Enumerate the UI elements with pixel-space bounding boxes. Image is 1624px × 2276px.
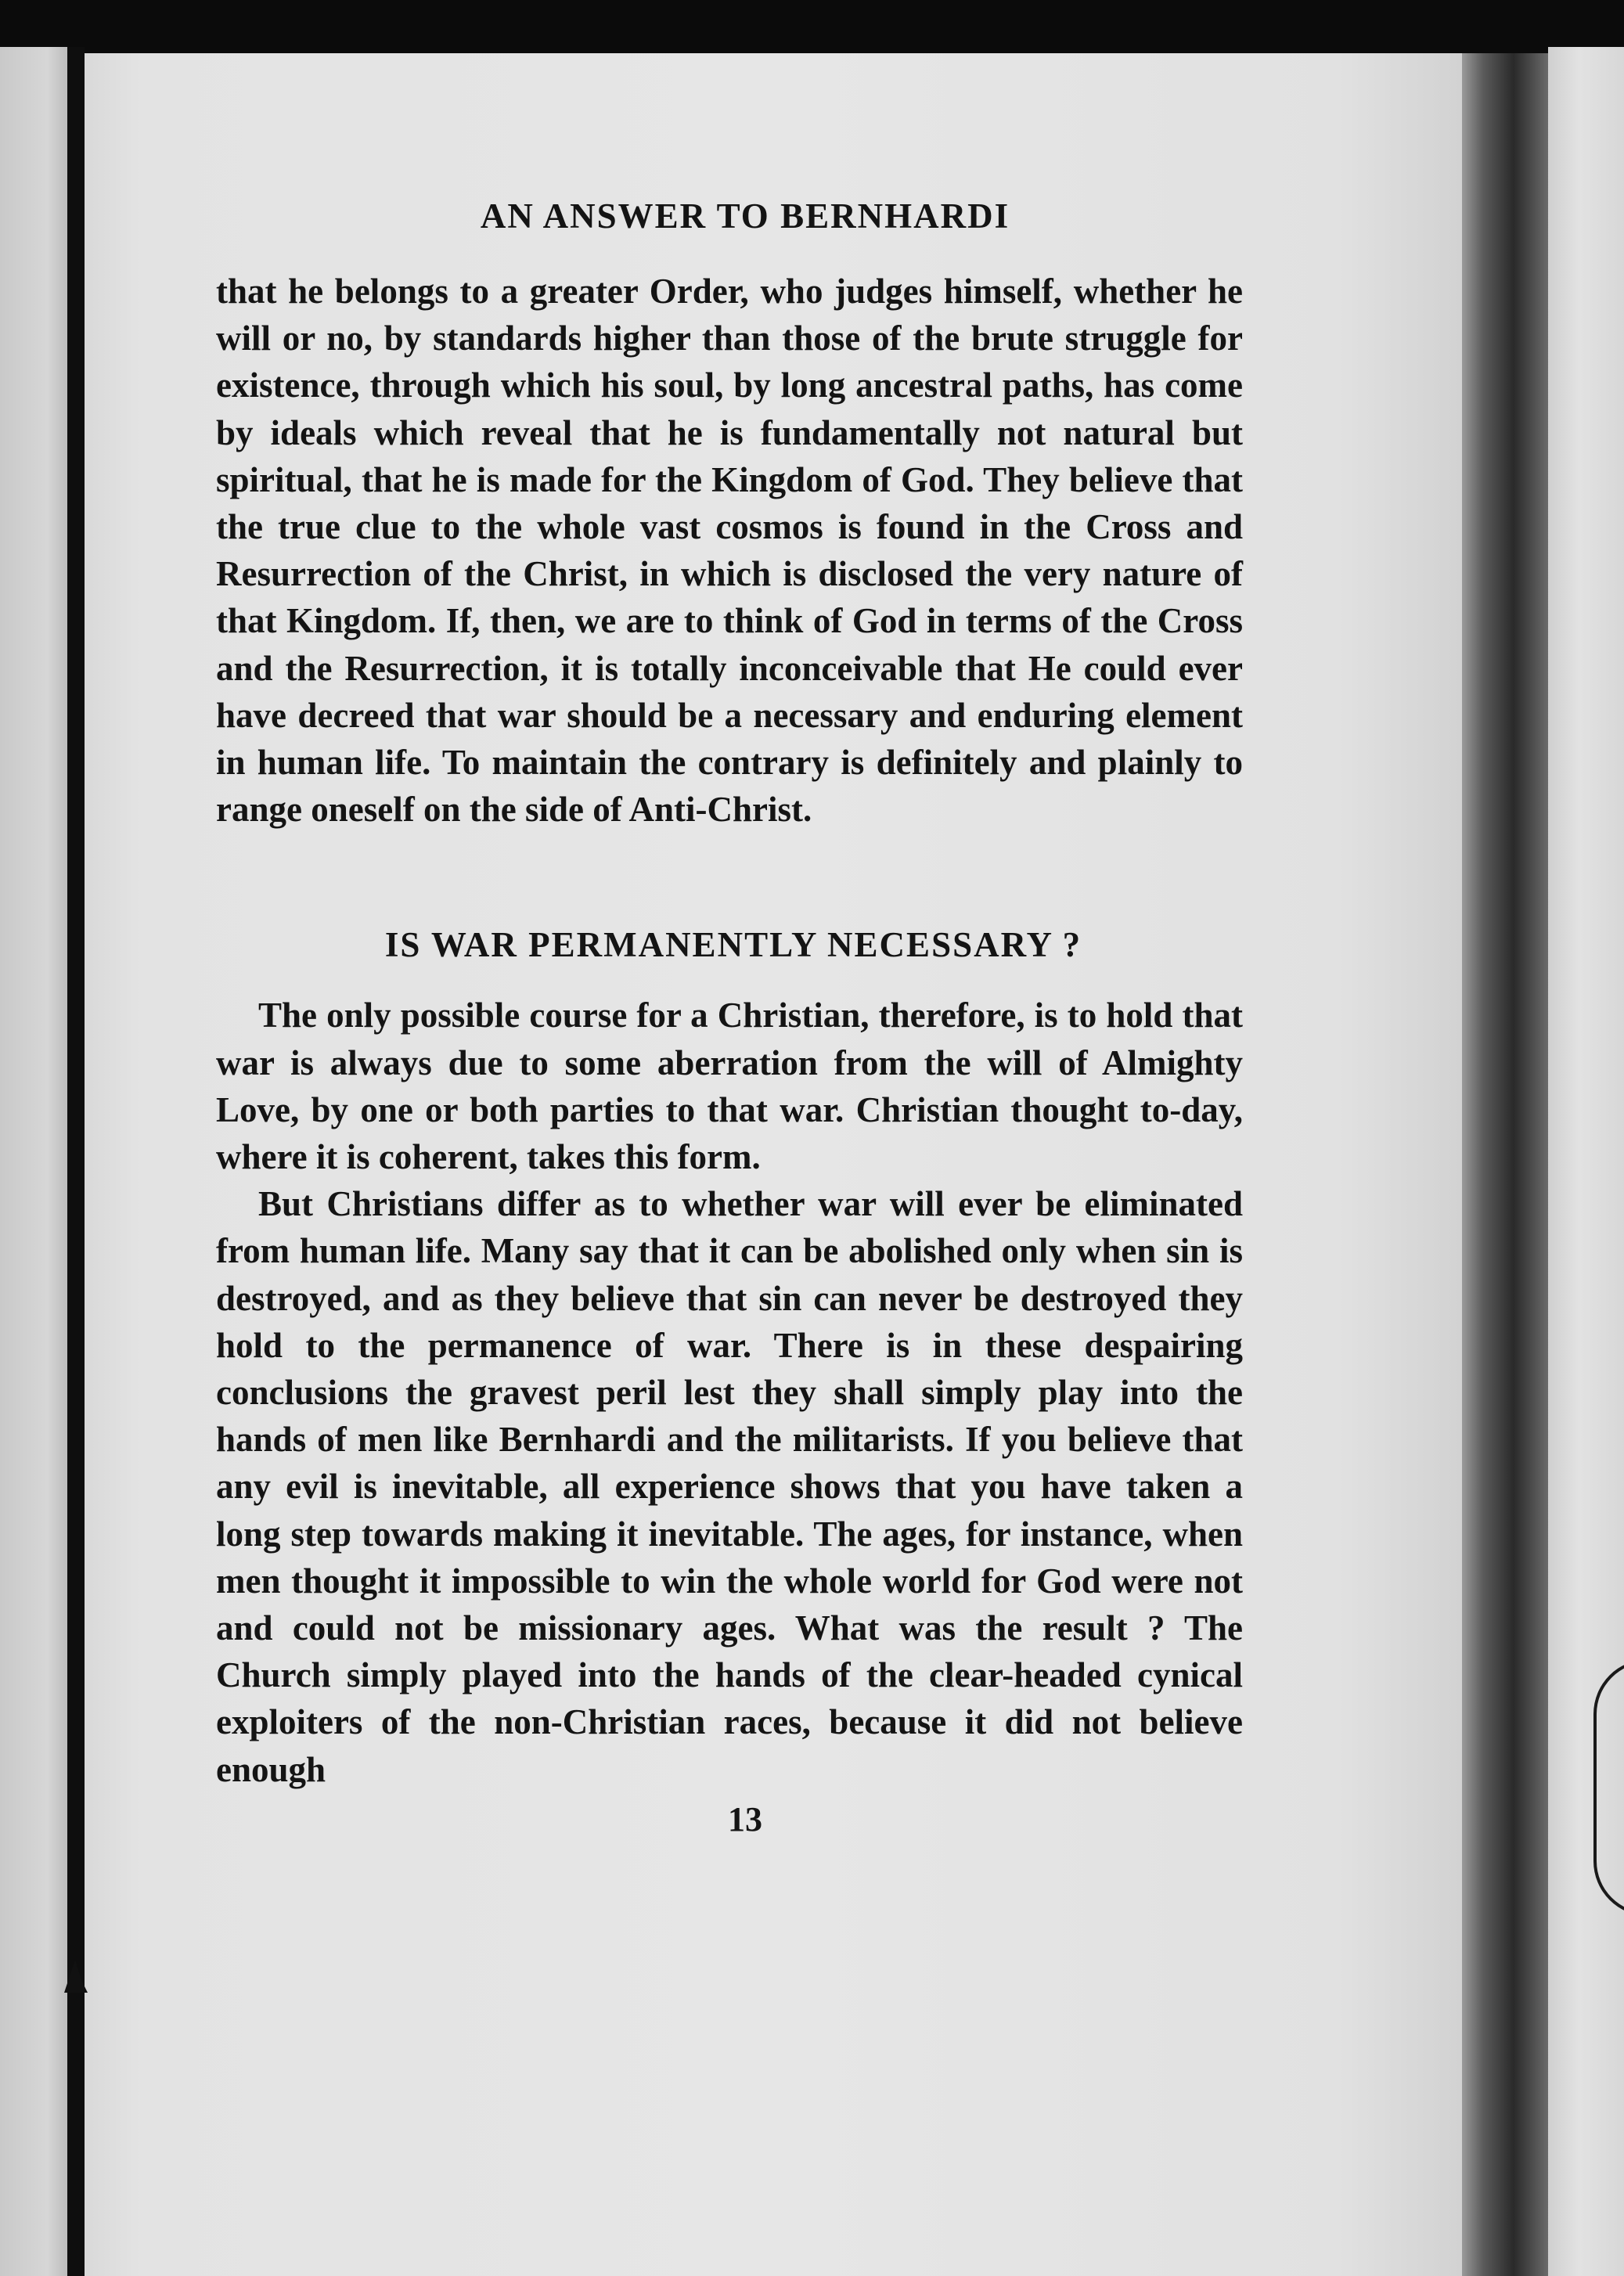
running-head: AN ANSWER TO BERNHARDI — [480, 196, 1010, 236]
page-edge-shadow — [67, 47, 85, 2276]
paragraph: The only possible course for a Christian, therefore, is to hold that war is always due to some aberration from the will of Almighty Love, by one or both parties to that war. Christian thought to-day, where it is coherent, takes this form. — [216, 996, 1243, 1177]
page-number: 13 — [728, 1799, 762, 1838]
right-page-edge — [1548, 47, 1624, 2276]
paragraph: But Christians differ as to whether war will ever be eliminated from human life. Many say that it can be abolished only when sin is destroyed, and as they believe that sin can never be destroyed they hold to the permanence of war. There is in these despairing conclusions the gravest peril lest they shall simply play into the hands of men like Bernhardi and the militarists. If you believe that any evil is inevitable, all experience shows that you have taken a long step towards making it inevitable. The ages, for instance, when men thought it impossible to win the whole world for God were not and could not be missionary ages. What was the result ? The Church simply played into the hands of the clear-headed cynical exploiters of the non-Christian races, because it did not believe enough — [216, 1184, 1243, 1789]
binding-shadow — [1462, 53, 1548, 2276]
paragraph: that he belongs to a greater Order, who judges himself, whether he will or no, by standards higher than those of the brute struggle for existence, through which his soul, by long ancestral paths, has come by ideals which reveal that he is fundamentally not natural but spiritual, that he is made for the Kingdom of God. They believe that the true clue to the whole vast cosmos is found in the Cross and Resurrection of the Christ, in which is disclosed the very nature of that Kingdom. If, then, we are to think of God in terms of the Cross and the Resurrection, it is totally inconceivable that He could ever have decreed that war should be a necessary and enduring element in human life. To maintain the contrary is definitely and plainly to range oneself on the side of Anti-Christ. — [216, 272, 1243, 830]
section-heading: IS WAR PERMANENTLY NECESSARY ? — [384, 925, 1082, 965]
page-text — [216, 196, 1243, 1839]
page-curl-mark — [1593, 1659, 1624, 1916]
margin-mark-icon — [61, 1957, 91, 1996]
adjacent-page-strip — [0, 47, 67, 2276]
